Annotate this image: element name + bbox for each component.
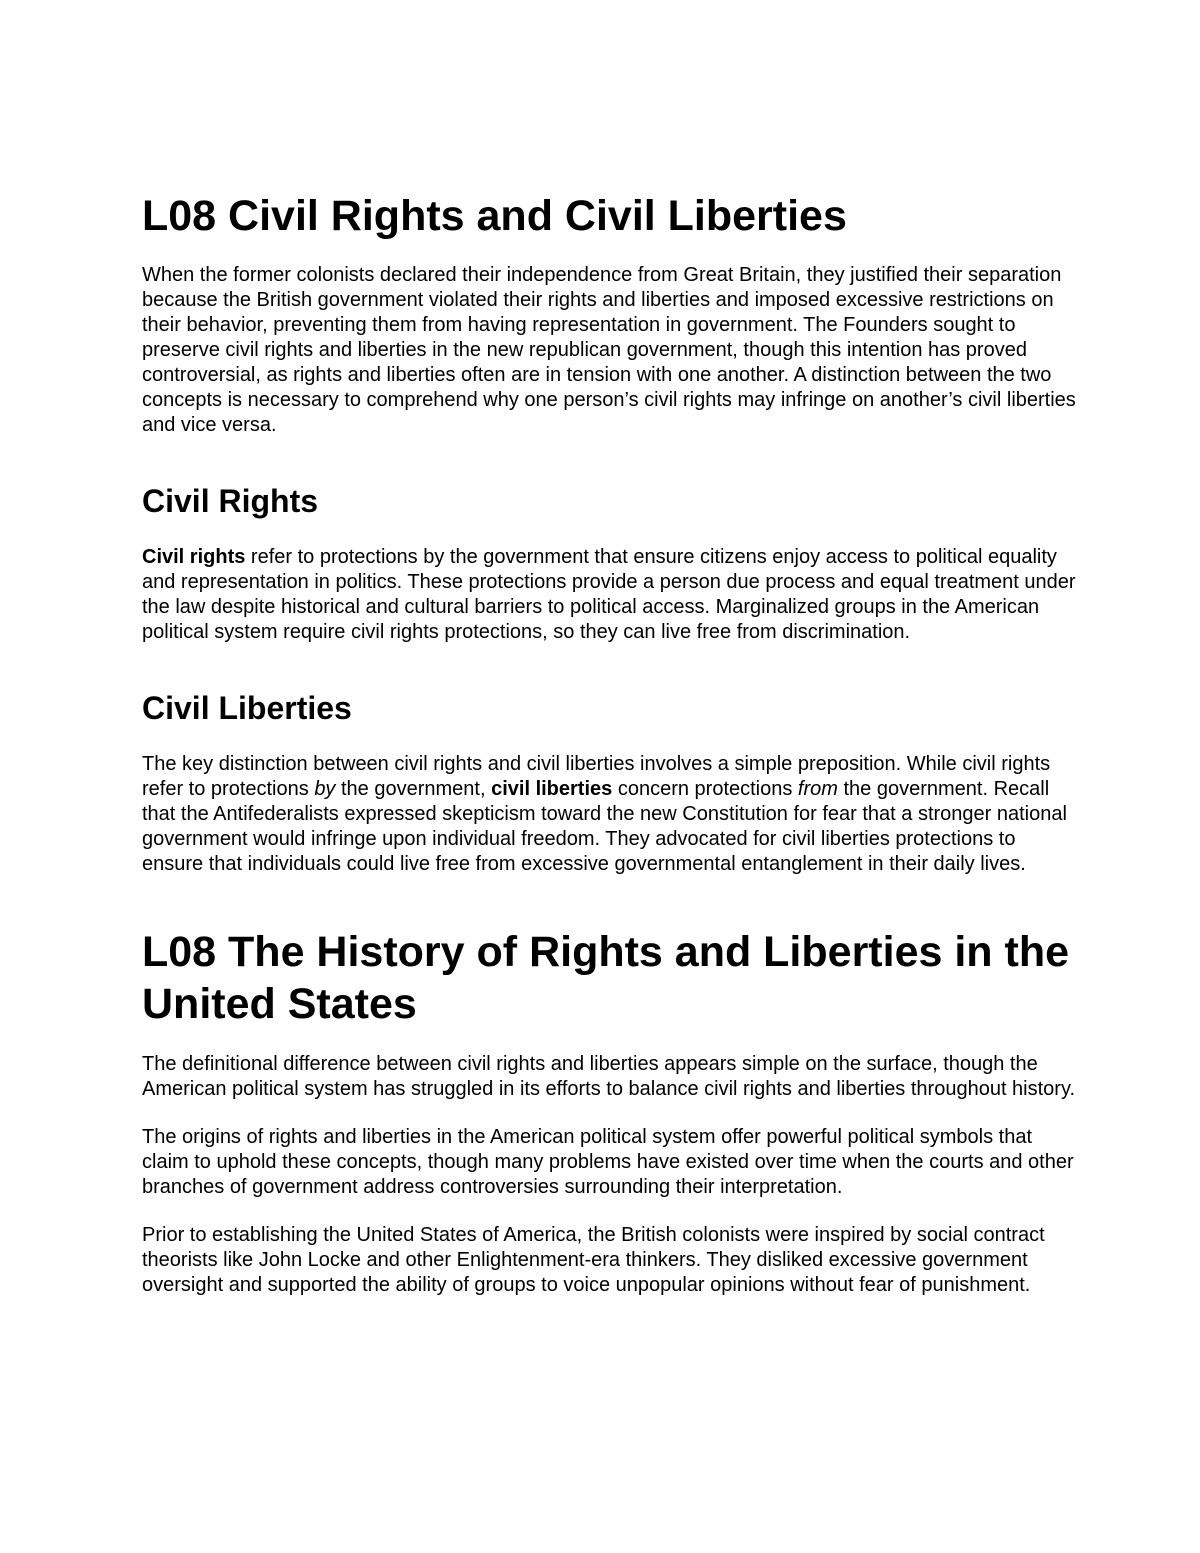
section-title-history: L08 The History of Rights and Liberties in the United States <box>142 928 1069 1028</box>
civil-liberties-italic-by: by <box>314 778 336 800</box>
civil-liberties-text-1: The key distinction between civil rights and civil liberties involves a simple preposition. While civil rights refer to protections <box>142 753 1051 800</box>
civil-liberties-paragraph <box>142 752 1082 877</box>
document-page <box>142 190 1082 1298</box>
civil-rights-term: Civil rights <box>142 546 246 568</box>
civil-liberties-text-3: concern protections <box>612 778 798 800</box>
civil-liberties-italic-from: from <box>797 778 838 800</box>
civil-liberties-text-4: the government. Recall that the Antifederalists expressed skepticism toward the new Constitution for fear that a stronger national government would infringe upon individual freedom. They advocated for civil liberties protections to ensure that individuals could live free from excessive governmental entanglement in their daily lives. <box>142 778 1067 875</box>
history-paragraph-3: Prior to establishing the United States of America, the British colonists were inspired by social contract theorists like John Locke and other Enlightenment-era thinkers. They disliked excessive government oversight and supported the ability of groups to voice unpopular opinions without fear of punishment. <box>142 1224 1045 1296</box>
history-paragraph-1: The definitional difference between civil rights and liberties appears simple on the surface, though the American political system has struggled in its efforts to balance civil rights and liberties throughout history. <box>142 1053 1076 1100</box>
civil-liberties-text-2: the government, <box>335 778 492 800</box>
history-paragraph-2: The origins of rights and liberties in the American political system offer powerful political symbols that claim to uphold these concepts, though many problems have existed over time when the courts and other branches of government address controversies surrounding their interpretation. <box>142 1126 1074 1198</box>
section-title-civil-rights-liberties: L08 Civil Rights and Civil Liberties <box>142 192 847 240</box>
heading-civil-rights: Civil Rights <box>142 483 319 519</box>
heading-civil-liberties: Civil Liberties <box>142 690 352 726</box>
civil-rights-body: refer to protections by the government that ensure citizens enjoy access to political equality and representation in politics. These protections provide a person due process and equal treatment under the law despite historical and cultural barriers to political access. Marginalized groups in the American political system require civil rights protections, so they can live free from discrimination. <box>142 546 1076 643</box>
intro-paragraph: When the former colonists declared their independence from Great Britain, they justified their separation because the British government violated their rights and liberties and imposed excessive restrictions on their behavior, preventing them from having representation in government. The Founders sought to preserve civil rights and liberties in the new republican government, though this intention has proved controversial, as rights and liberties often are in tension with one another. A distinction between the two concepts is necessary to comprehend why one person’s civil rights may infringe on another’s civil liberties and vice versa. <box>142 264 1076 436</box>
civil-liberties-term: civil liberties <box>491 778 613 800</box>
civil-rights-paragraph <box>142 545 1082 645</box>
